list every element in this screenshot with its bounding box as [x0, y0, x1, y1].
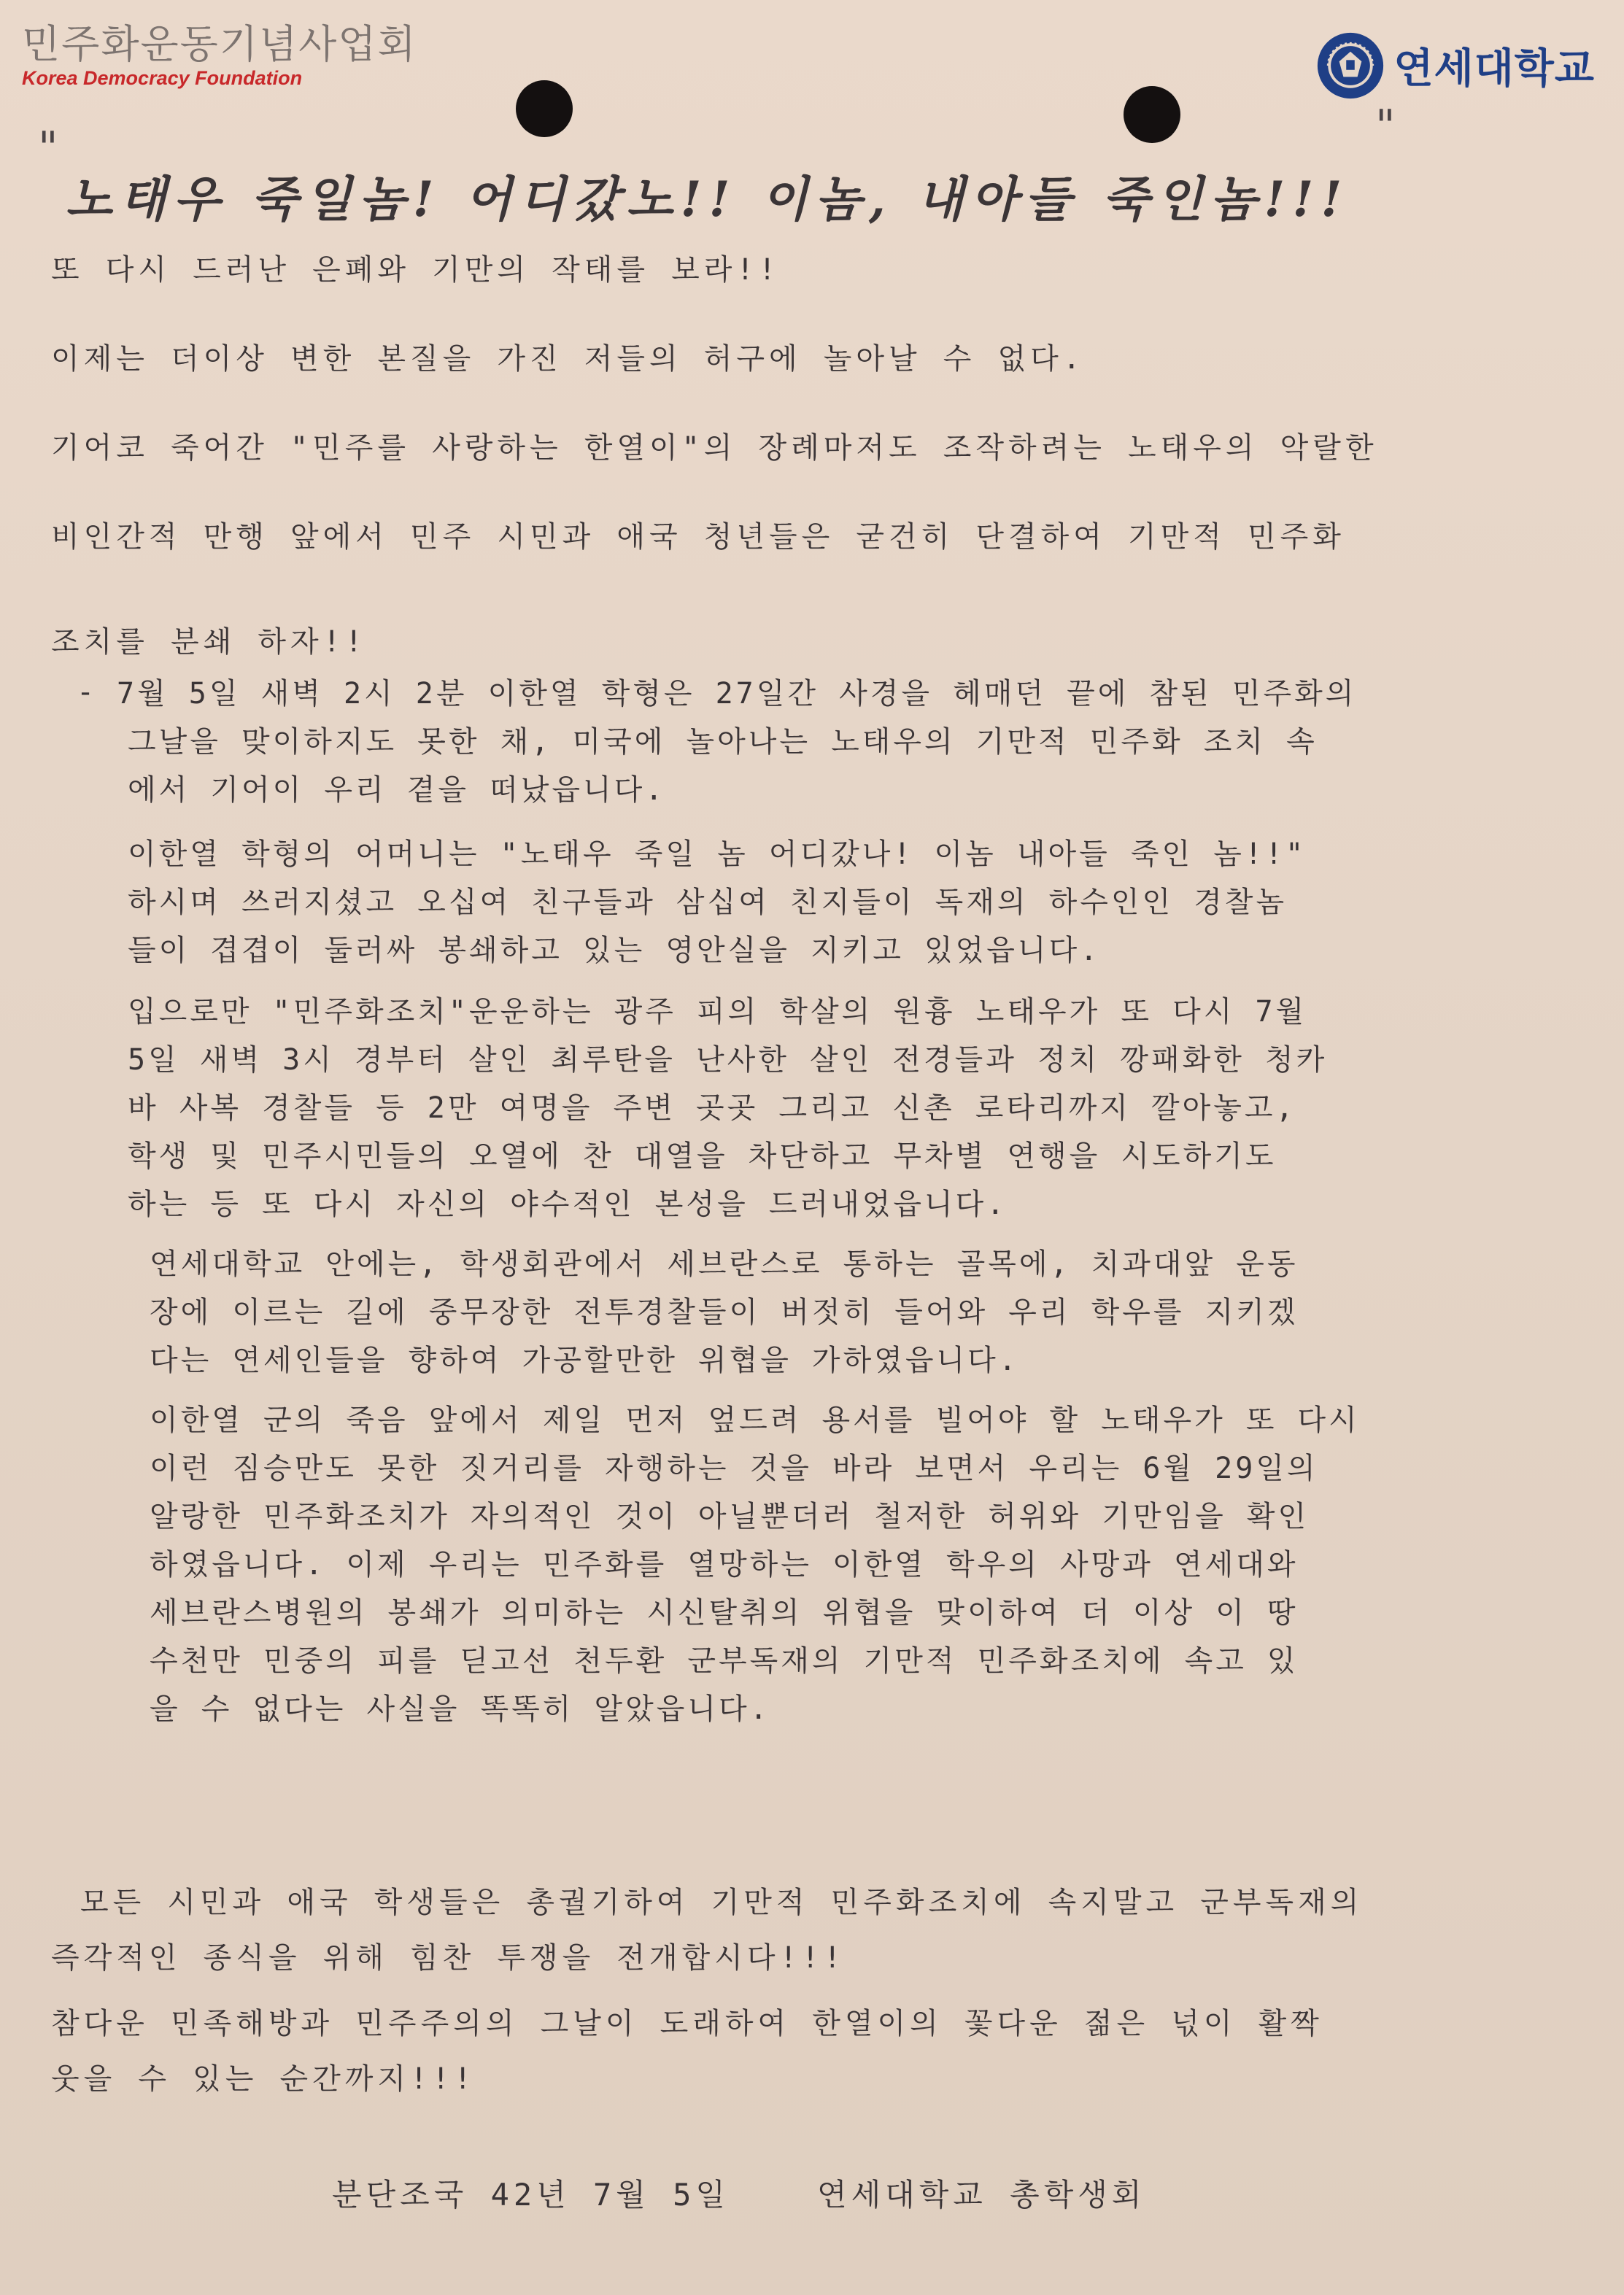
body-line: 하였읍니다. 이제 우리는 민주화를 열망하는 이한열 학우의 사망과 연세대와 — [150, 1548, 1299, 1582]
handwritten-headline: 노태우 죽일놈! 어디갔노!! 이놈, 내아들 죽인놈!!! — [66, 171, 1350, 228]
list-dash: - — [77, 676, 98, 709]
body-line: 다는 연세인들을 향하여 가공할만한 위협을 가하였읍니다. — [150, 1344, 1019, 1377]
footer-date: 분단조국 42년 7월 5일 — [332, 2177, 730, 2213]
body-line: 들이 겹겹이 둘러싸 봉쇄하고 있는 영안실을 지키고 있었읍니다. — [128, 934, 1101, 967]
body-line: 장에 이르는 길에 중무장한 전투경찰들이 버젓히 들어와 우리 학우를 지키겠 — [150, 1296, 1299, 1329]
body-line: 그날을 맞이하지도 못한 채, 미국에 놀아나는 노태우의 기만적 민주화 조치 속 — [128, 725, 1318, 759]
open-quote-mark: " — [38, 123, 58, 174]
yonsei-name: 연세대학교 — [1393, 45, 1595, 93]
body-line: 알랑한 민주화조치가 자의적인 것이 아닐뿐더러 철저한 허위와 기만임을 확인 — [150, 1500, 1310, 1533]
intro-line: 기어코 죽어간 "민주를 사랑하는 한열이"의 장례마저도 조작하려는 노태우의 악랄한 — [51, 431, 1378, 465]
body-line: 7월 5일 새벽 2시 2분 이한열 학형은 27일간 사경을 헤매던 끝에 참된 민주화의 — [117, 677, 1357, 711]
intro-line: 비인간적 만행 앞에서 민주 시민과 애국 청년들은 굳건히 단결하여 기만적 민주화 — [51, 520, 1345, 554]
body-line: 입으로만 "민주화조치"운운하는 광주 피의 학살의 원흉 노태우가 또 다시 7월 — [128, 995, 1307, 1029]
body-line: 이한열 학형의 어머니는 "노태우 죽일 놈 어디갔나! 이놈 내아들 죽인 놈!!" — [128, 837, 1307, 871]
intro-line: 이제는 더이상 변한 본질을 가진 저들의 허구에 놀아날 수 없다. — [51, 342, 1085, 376]
body-line: 을 수 없다는 사실을 똑똑히 알았읍니다. — [150, 1692, 770, 1726]
closing-line: 모든 시민과 애국 학생들은 총궐기하여 기만적 민주화조치에 속지말고 군부독재의 — [80, 1886, 1364, 1919]
intro-line: 또 다시 드러난 은폐와 기만의 작태를 보라!! — [51, 253, 781, 287]
punch-hole — [516, 80, 573, 137]
body-line: 수천만 민중의 피를 딛고선 천두환 군부독재의 기만적 민주화조치에 속고 있 — [150, 1644, 1299, 1678]
closing-line: 참다운 민족해방과 민주주의의 그날이 도래하여 한열이의 꽃다운 젊은 넋이 활짝 — [51, 2007, 1323, 2040]
body-line: 하시며 쓰러지셨고 오십여 친구들과 삼십여 친지들이 독재의 하수인인 경찰놈 — [128, 886, 1288, 919]
kdf-english-name: Korea Democracy Foundation — [22, 67, 303, 89]
intro-line: 조치를 분쇄 하자!! — [51, 625, 367, 659]
closing-line: 즉각적인 종식을 위해 힘찬 투쟁을 전개합시다!!! — [51, 1941, 846, 1975]
footer-signature: 연세대학교 총학생회 — [817, 2177, 1146, 2213]
body-line: 이런 짐승만도 못한 짓거리를 자행하는 것을 바라 보면서 우리는 6월 29일의 — [150, 1452, 1318, 1485]
kdf-korean-name: 민주화운동기념사업회 — [22, 21, 417, 67]
yonsei-seal-icon — [1315, 31, 1385, 101]
body-line: 연세대학교 안에는, 학생회관에서 세브란스로 통하는 골목에, 치과대앞 운동 — [150, 1247, 1299, 1281]
body-line: 이한열 군의 죽음 앞에서 제일 먼저 엎드려 용서를 빌어야 할 노태우가 또 다시 — [150, 1404, 1360, 1437]
body-line: 하는 등 또 다시 자신의 야수적인 본성을 드러내었읍니다. — [128, 1188, 1008, 1221]
body-line: 학생 및 민주시민들의 오열에 찬 대열을 차단하고 무차별 연행을 시도하기도 — [128, 1139, 1277, 1173]
body-line: 5일 새벽 3시 경부터 살인 최루탄을 난사한 살인 전경들과 정치 깡패화한 청카 — [128, 1043, 1328, 1077]
body-line: 세브란스병원의 봉쇄가 의미하는 시신탈취의 위협을 맞이하여 더 이상 이 땅 — [150, 1596, 1299, 1630]
kdf-logo — [22, 22, 417, 90]
yonsei-logo — [1315, 31, 1595, 101]
body-line: 에서 기어이 우리 곁을 떠났읍니다. — [128, 773, 666, 807]
punch-hole — [1124, 86, 1180, 143]
footer — [332, 2171, 1145, 2215]
body-line: 바 사복 경찰들 등 2만 여명을 주변 곳곳 그리고 신촌 로타리까지 깔아놓고, — [128, 1091, 1296, 1125]
closing-line: 웃을 수 있는 순간까지!!! — [51, 2062, 476, 2096]
close-quote-mark: " — [1375, 101, 1396, 152]
